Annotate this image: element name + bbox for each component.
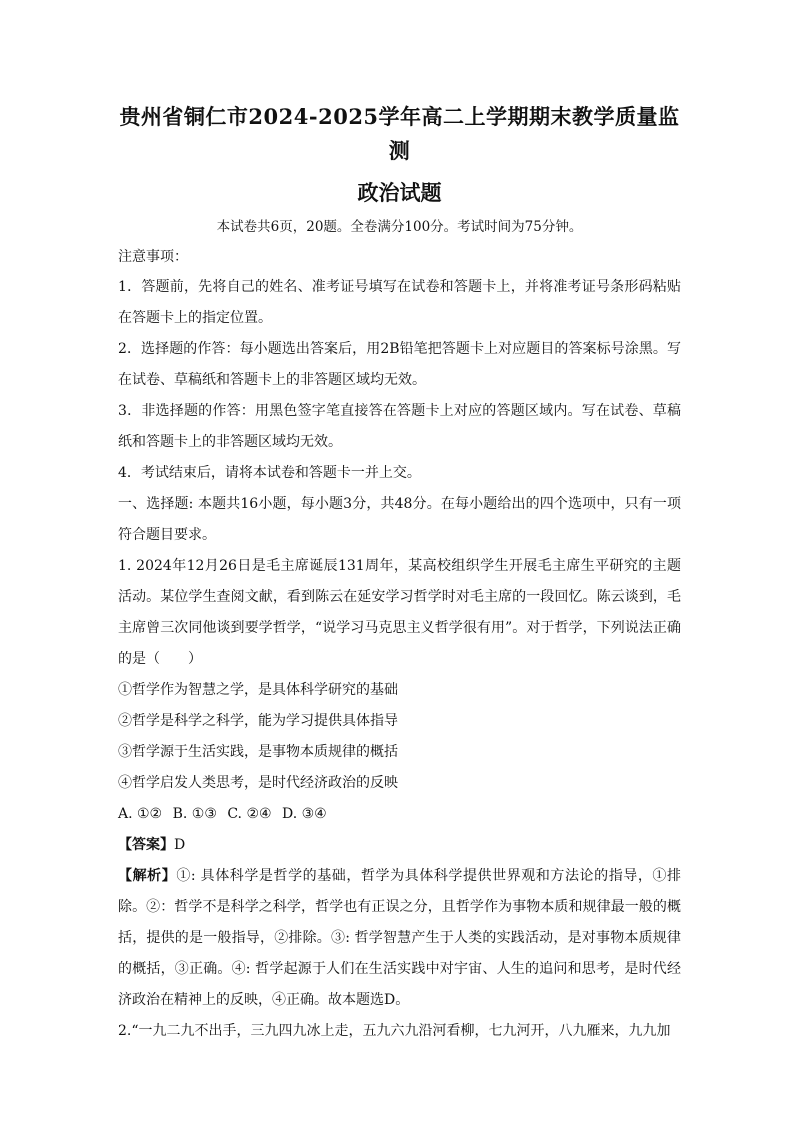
answer-label: 【答案】 xyxy=(118,837,174,853)
choice-a: A. ①② xyxy=(118,806,163,822)
section-heading: 一、选择题: 本题共16小题，每小题3分，共48分。在每小题给出的四个选项中，只有一项符合题目要求。 xyxy=(118,496,681,543)
choice-b: B. ①③ xyxy=(172,806,217,822)
question-1-statement: ③哲学源于生活实践，是事物本质规律的概括 xyxy=(118,744,398,760)
analysis-label: 【解析】 xyxy=(118,868,177,884)
answer-value: D xyxy=(174,837,186,853)
question-1-statement: ④哲学启发人类思考，是时代经济政治的反映 xyxy=(118,775,398,791)
exam-meta: 本试卷共6页，20题。全卷满分100分。考试时间为75分钟。 xyxy=(216,219,583,235)
notice-item: 2．选择题的作答：每小题选出答案后，用2B铅笔把答题卡上对应题目的答案标号涂黑。写在试卷、草稿纸和答题卡上的非答题区域均无效。 xyxy=(118,341,681,388)
question-1-statement: ②哲学是科学之科学，能为学习提供具体指导 xyxy=(118,713,398,729)
question-1-stem: 1. 2024年12月26日是毛主席诞辰131周年，某高校组织学生开展毛主席生平研究的主题活动。某位学生查阅文献，看到陈云在延安学习哲学时对毛主席的一段回忆。陈云谈到，毛主席曾三次同他谈到要学哲学，“说学习马克思主义哲学很有用”。对于哲学，下列说法正确的是（ ） xyxy=(118,558,681,667)
choice-d: D. ③④ xyxy=(282,806,327,822)
analysis-text: ①: 具体科学是哲学的基础，哲学为具体科学提供世界观和方法论的指导，①排除。②：哲学不是科学之科学，哲学也有正误之分，且哲学作为事物本质和规律最一般的概括，提供的是一般指导，②排除。③: 哲学智慧产生于人类的实践活动，是对事物本质规律的概括，③正确。④: 哲学起源于人们在生活实践中对宇宙、人生的追问和思考，是时代经济政治在精神上的反映，④正确。故本题选D。 xyxy=(118,868,682,1008)
choice-c: C. ②④ xyxy=(227,806,272,822)
notice-item: 3．非选择题的作答：用黑色签字笔直接答在答题卡上对应的答题区域内。写在试卷、草稿纸和答题卡上的非答题区域均无效。 xyxy=(118,403,681,450)
exam-subtitle: 政治试题 xyxy=(357,180,442,205)
notice-item: 4．考试结束后，请将本试卷和答题卡一并上交。 xyxy=(118,465,421,481)
question-1-answer xyxy=(118,830,681,861)
question-1-choices xyxy=(118,799,681,830)
question-2-stem: 2.“一九二九不出手，三九四九冰上走，五九六九沿河看柳，七九河开，八九雁来，九九加 xyxy=(118,1023,671,1039)
question-1-analysis xyxy=(118,861,681,1016)
notice-heading: 注意事项： xyxy=(118,249,188,265)
exam-title: 贵州省铜仁市2024-2025学年高二上学期期末教学质量监测 xyxy=(119,104,680,163)
notice-item: 1．答题前，先将自己的姓名、准考证号填写在试卷和答题卡上，并将准考证号条形码粘贴在答题卡上的指定位置。 xyxy=(118,279,681,326)
question-1-statement: ①哲学作为智慧之学，是具体科学研究的基础 xyxy=(118,682,398,698)
